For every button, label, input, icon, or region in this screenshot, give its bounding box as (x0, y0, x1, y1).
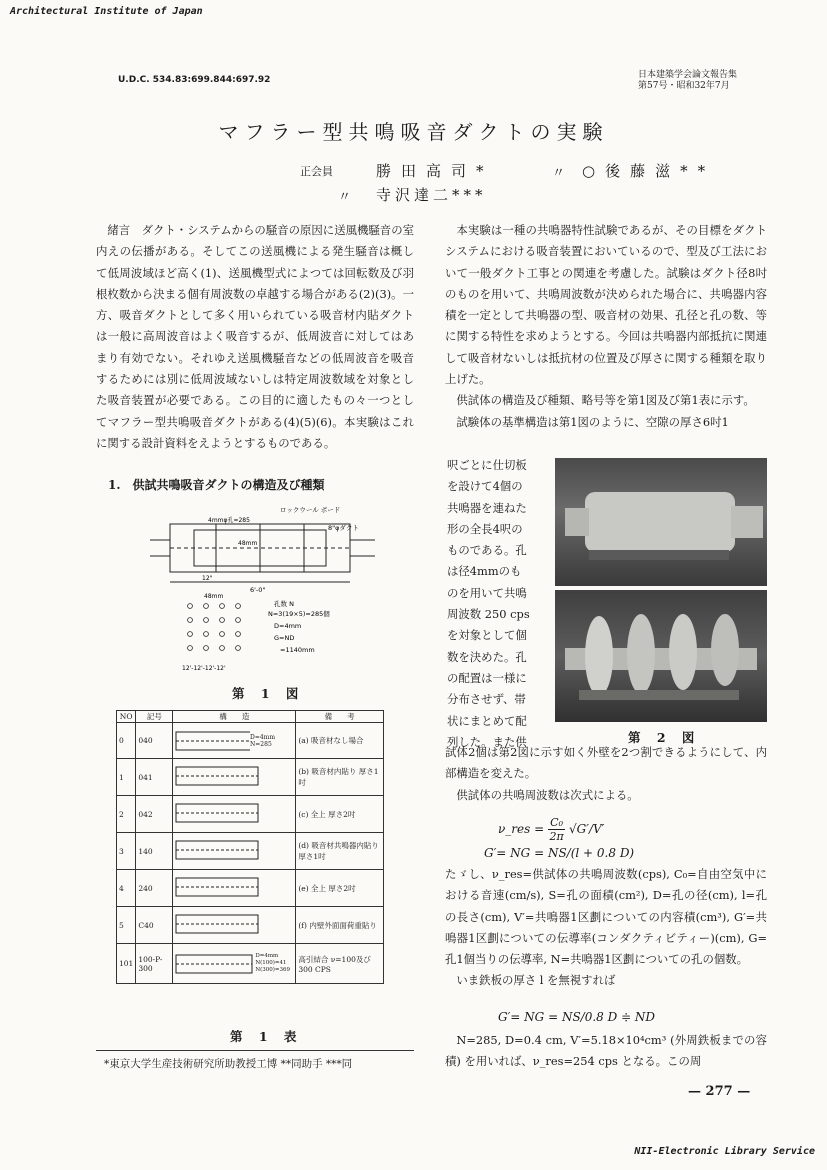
row-remark: (d) 吸音材共鳴器内貼り 厚さ1吋 (296, 833, 384, 870)
row-remark: (e) 全上 厚さ2吋 (296, 870, 384, 907)
equation-1 (498, 812, 604, 846)
row-structure (173, 944, 296, 984)
right-paragraph-4: 供試体の共鳴周波数は次式による。 (456, 787, 639, 802)
row-no: 101 (117, 944, 136, 984)
author-1: 勝田高司* (376, 162, 494, 180)
row-symbol: 042 (136, 796, 173, 833)
right-paragraph-2: 供試体の構造及び種類、略号等を第1図及び第1表に示す。 (456, 393, 755, 408)
row-remark: (c) 全上 厚さ2吋 (296, 796, 384, 833)
author-2: ○後藤滋** (582, 162, 716, 180)
figure-1-diagram (150, 500, 390, 676)
narrow-line: 数を決めた。孔 (447, 649, 527, 664)
row-symbol: 140 (136, 833, 173, 870)
narrow-line: 列した。また供 (447, 734, 527, 749)
member-label: 正会員 (300, 165, 333, 178)
right-column-top (445, 220, 767, 433)
eq1-denominator: 2π (549, 829, 564, 843)
table-row (117, 833, 384, 870)
ditto-mark-1: 〃 (552, 166, 566, 181)
row-no: 1 (117, 759, 136, 796)
structure-sketch (175, 876, 259, 898)
structure-sketch (175, 913, 259, 935)
right-column-definitions (445, 864, 767, 992)
fig1-param-g: G=ND (274, 634, 295, 642)
muffler-closed-image (555, 458, 767, 586)
row-remark: 高引結合 ν=100及び300 CPS (296, 944, 384, 984)
row-symbol: 100-P-300 (136, 944, 173, 984)
row-remark: (f) 内壁外面面荷重貼り (296, 907, 384, 944)
col-no: NO (117, 711, 136, 723)
structure-sketch (175, 953, 253, 975)
structure-sketch (175, 839, 259, 861)
fig1-dim-section: 12" (202, 575, 213, 582)
row-no: 3 (117, 833, 136, 870)
row-structure (173, 833, 296, 870)
figure-2-photo-top (555, 458, 767, 586)
table-1 (116, 710, 384, 984)
footnote: *東京大学生産技術研究所助教授工博 **同助手 ***同 (104, 1058, 353, 1070)
fig1-label-duct: 8"φダクト (328, 524, 359, 532)
row-structure (173, 796, 296, 833)
right-paragraph-3-start: 試験体の基準構造は第1図のように、空隙の厚さ6吋1 (456, 414, 729, 429)
eq1-root: √G′/V′ (569, 822, 605, 836)
ditto-mark-2: 〃 (338, 190, 352, 205)
left-column (96, 220, 414, 454)
fig1-dim-holes: 4mmφ孔=285 (208, 517, 250, 524)
narrow-line: ものである。孔 (447, 543, 527, 558)
fig1-param-n: N=3(19×5)=285個 (268, 610, 330, 618)
right-paragraph-1: 本実験は一種の共鳴器特性試験であるが、その目標をダクトシステムにおける吸音装置においているので、型及び工法において一般ダクト工事との関連を考慮した。試験はダクト径8吋のものを用いて、共鳴周波数が決められた場合に、共鳴器内容積を一定として共鳴器の型、吸音材の効果、孔径と孔の数、等に関する特性を求めようとする。今回は共鳴器内部抵抗に関連して吸音材ないしは抵抗材の位置及び厚さに関する種類を取り上げた。 (445, 223, 767, 387)
row-no: 2 (117, 796, 136, 833)
structure-sketch (175, 802, 259, 824)
row-symbol: C40 (136, 907, 173, 944)
narrow-line: 周波数 250 cps (447, 607, 530, 622)
fig1-dim-bottom: 12'-12'-12'-12' (182, 665, 226, 672)
table-row (117, 723, 384, 759)
equation-3: G′= NG = NS/0.8 D ≑ ND (498, 1010, 656, 1024)
col-structure: 構 造 (173, 711, 296, 723)
row-remark: (b) 吸音材内貼り 厚さ1吋 (296, 759, 384, 796)
narrow-line: 形の全長4呎の (447, 521, 523, 536)
row-no: 5 (117, 907, 136, 944)
muffler-open-image (555, 590, 767, 722)
fig1-param-d: D=4mm (274, 622, 302, 630)
fig1-dim-length: 6'-0" (250, 586, 266, 594)
figure-2-caption: 第 2 図 (628, 730, 701, 745)
journal-issue: 第57号・昭和32年7月 (638, 81, 730, 91)
author-3: 寺沢達二*** (376, 186, 487, 204)
figure-2-photo-bottom (555, 590, 767, 722)
eq1-lhs: ν_res = (498, 822, 545, 836)
table-1-caption: 第 1 表 (230, 1029, 303, 1044)
row-structure (173, 723, 296, 759)
fig1-param-gval: =1140mm (280, 646, 315, 654)
col-remarks: 備 考 (296, 711, 384, 723)
row-extra: D=4mm N=285 (250, 733, 276, 748)
eq1-numerator: C₀ (550, 815, 563, 829)
narrow-line: を設けて4個の (447, 479, 523, 494)
page-number: — 277 — (688, 1084, 751, 1099)
row-extra: D=4mm N(100)=41 N(300)=369 (255, 953, 291, 973)
col-symbol: 記号 (136, 711, 173, 723)
right-paragraph-5: たゞし、ν_res=供試体の共鳴周波数(cps), C₀=自由空気中における音速(cm/s), S=孔の面積(cm²), D=孔の径(cm), l=孔の長さ(cm), V′=共鳴器1区劃についての内容積(cm³), G′=共鳴器1区劃についての伝導率(コンダクティビティー)(cm), G=孔1個当りの伝導率, N=共鳴器1区劃についての孔の個数。 (445, 867, 767, 967)
table-row (117, 907, 384, 944)
table-header-row (117, 711, 384, 723)
narrow-line: 分布させず、帯 (447, 692, 526, 707)
table-row (117, 796, 384, 833)
structure-sketch (175, 730, 250, 752)
fig1-dim-gap: 48mm (238, 540, 258, 547)
right-column-end (445, 1030, 767, 1073)
narrow-line: は径4mmのも (447, 564, 522, 579)
row-structure (173, 907, 296, 944)
fig1-dim-pitch: 48mm (204, 593, 224, 600)
right-paragraph-6: いま鉄板の厚さ l を無視すれば (456, 973, 616, 988)
row-structure (173, 759, 296, 796)
narrow-line: 呎ごとに仕切板 (447, 458, 527, 472)
page-header-left: Architectural Institute of Japan (10, 6, 203, 17)
fig1-param-holes: 孔数 N (274, 600, 294, 608)
right-column-bottom (445, 742, 767, 806)
footnote-rule (96, 1050, 414, 1051)
table-row (117, 759, 384, 796)
row-symbol: 041 (136, 759, 173, 796)
paper-title: マフラー型共鳴吸音ダクトの実験 (218, 120, 609, 144)
narrow-line: 共鳴器を連ねた (447, 500, 527, 515)
introduction-paragraph: 緒言 ダクト・システムからの騒音の原因に送風機騒音の室内えの伝播がある。そしてこの送風機による発生騒音は概して低周波域ほど高く(1)、送風機型式によつては回転数及び羽根枚数から決まる個有周波数の卓越する場合がある(2)(3)。一方、吸音ダクトとして多く用いられている吸音材内貼ダクトは一般に高周波音はよく吸音するが、低周波音に対してはあまり有効でない。それゆえ送風機騒音などの低周波音を吸音するためには別に低周波域ないしは特定周波数域を対象とした吸音装置が必要である。この目的に適したもの々一つとしてマフラー型共鳴吸音ダクトがある(4)(5)(6)。本実験はこれに関する設計資料をえようとするものである。 (96, 223, 414, 450)
right-paragraph-7: N=285, D=0.4 cm, V′=5.18×10⁴cm³ (外周鉄板までの容積) を用いれば、ν_res=254 cps となる。この周 (445, 1033, 767, 1069)
row-structure (173, 870, 296, 907)
row-symbol: 240 (136, 870, 173, 907)
right-narrow-text (447, 455, 547, 753)
table-row (117, 944, 384, 984)
narrow-line: 状にまとめて配 (447, 713, 527, 728)
right-paragraph-3-rest: 試体2個は第2図に示す如く外壁を2つ割できるようにして、内部構造を変えた。 (445, 745, 767, 781)
narrow-line: の配置は一様に (447, 670, 527, 685)
row-symbol: 040 (136, 723, 173, 759)
page-header-right: NII-Electronic Library Service (634, 1146, 815, 1157)
narrow-line: のを用いて共鳴 (447, 585, 527, 600)
figure-1-caption: 第 1 図 (232, 686, 305, 701)
structure-sketch (175, 765, 259, 787)
udc-code: U.D.C. 534.83:699.844:697.92 (118, 75, 271, 85)
journal-info (638, 70, 737, 92)
equation-2: G′= NG = NS/(l + 0.8 D) (484, 846, 635, 860)
row-no: 4 (117, 870, 136, 907)
row-remark: (a) 吸音材なし場合 (296, 723, 384, 759)
fig1-label-rockwool: ロックウール ボード (280, 506, 341, 514)
eq1-fraction (548, 816, 565, 843)
row-no: 0 (117, 723, 136, 759)
narrow-line: を対象として個 (447, 628, 527, 643)
journal-name: 日本建築学会論文報告集 (638, 70, 738, 80)
table-row (117, 870, 384, 907)
section-1-heading: 1. 供試共鳴吸音ダクトの構造及び種類 (108, 478, 325, 492)
